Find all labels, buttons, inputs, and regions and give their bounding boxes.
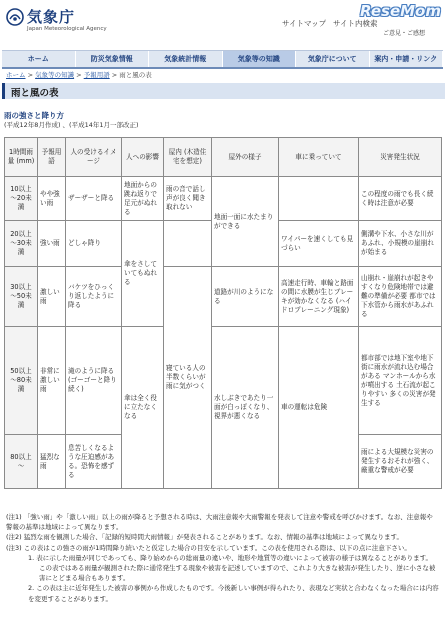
indoor-cell: 雨の音で話し声が良く聞き取れない [164,177,212,221]
effect-cell: 地面からの跳ね返りで足元がぬれる [122,177,164,221]
jma-logo-icon[interactable] [6,8,24,26]
header-outdoor: 屋外の様子 [212,138,279,177]
header-human-effect: 人への影響 [122,138,164,177]
disaster-cell: この程度の雨でも長く続く時は注意が必要 [359,177,442,221]
rainfall-cell: 30以上～50未満 [5,267,38,327]
header-impression: 人の受けるイメージ [66,138,122,177]
resemom-watermark: ReseMom [360,2,441,20]
breadcrumb-separator: > [74,71,84,79]
effect-cell: 傘は全く役に立たなくなる [122,327,164,489]
nav-guide-links[interactable]: 案内・申請・リンク [370,51,444,67]
breadcrumb-terms[interactable]: 予報用語 [83,71,110,79]
section-title: 雨の強さと降り方 [4,111,64,120]
outdoor-cell: 地面一面に水たまりができる [212,177,279,267]
car-cell [279,177,359,221]
impression-cell: どしゃ降り [66,221,122,267]
car-cell: ワイパーを速くしても見づらい [279,221,359,267]
table-row [5,177,442,221]
header-disaster: 災害発生状況 [359,138,442,177]
note-2: (注2) 猛烈な雨を観測した場合、「記録的短時間大雨情報」が発表されることがあります。なお、情報の基準は地域によって異なります。 [6,533,403,542]
term-cell: 強い雨 [38,221,66,267]
outdoor-cell: 水しぶきであたり一面が白っぽくなり、視界が悪くなる [212,327,279,489]
nav-statistics[interactable]: 気象統計情報 [149,51,223,67]
effect-cell: 傘をさしていてもぬれる [122,221,164,327]
indoor-cell: 寝ている人の半数くらいが雨に気がつく [164,267,212,489]
impression-cell: バケツをひっくり返したように降る [66,267,122,327]
note-3-point-1-detail: この表ではある雨量が観測された際に通常発生する現象や被害を記述していますので、これより大きな被害が発生したり、逆に小さな被害にとどまる場合もあります。 [39,564,436,583]
nav-disaster-info[interactable]: 防災気象情報 [76,51,150,67]
logo-subtitle: Japan Meteorological Agency [27,26,107,32]
nav-knowledge[interactable]: 気象等の知識 [223,51,297,67]
nav-home[interactable]: ホーム [2,51,76,67]
logo-text[interactable]: 気象庁 [27,8,76,26]
disaster-cell: 側溝や下水、小さな川があふれ、小規模の崖崩れが始まる [359,221,442,267]
header-rainfall: 1時間雨量 (mm) [5,138,38,177]
term-cell: 猛烈な雨 [38,435,66,489]
header-indoor: 屋内 (木造住宅を想定) [164,138,212,177]
sitemap-link[interactable]: サイトマップ [282,19,327,28]
impression-cell: 滝のように降る (ゴーゴーと降り続く) [66,327,122,435]
global-nav [2,50,443,69]
disaster-cell: 都市部では地下室や地下街に雨水が流れ込む場合がある マンホールから水が噴出する 土石流が起こりやすい 多くの災害が発生する [359,327,442,435]
term-cell: 激しい雨 [38,267,66,327]
breadcrumb-separator: > [109,71,120,79]
notes-section [6,512,439,604]
disaster-cell: 雨による大規模な災害の発生するおそれが強く、厳重な警戒が必要 [359,435,442,489]
term-cell: 非常に激しい雨 [38,327,66,435]
page-title-bar [2,83,445,99]
rainfall-cell: 10以上～20未満 [5,177,38,221]
header-in-car: 車に乗っていて [279,138,359,177]
term-cell: やや強い雨 [38,177,66,221]
table-header-row [5,138,442,177]
car-cell: 高速走行時、車輪と路面の間に水膜が生じブレーキが効かなくなる (ハイドロプレーニング現象) [279,267,359,327]
breadcrumb-separator: > [25,71,36,79]
impression-cell: 息苦しくなるような圧迫感がある。恐怖を感ずる [66,435,122,489]
breadcrumb-home[interactable]: ホーム [6,71,26,79]
nav-about[interactable]: 気象庁について [296,51,370,67]
section-subtitle: (平成12年8月作成) 、(平成14年1月一部改正) [4,121,139,129]
indoor-cell [164,221,212,267]
note-3-point-2: 2. この表は主に近年発生した被害の事例から作成したものです。今後新しい事例が得られたり、表現など実状と合わなくなった場合には内容を変更することがあります。 [28,584,439,603]
table-row [5,267,442,327]
car-cell: 車の運転は危険 [279,327,359,489]
note-1: (注1) 「強い雨」や「激しい雨」以上の雨が降ると予想される時は、大雨注意報や大雨警報を発表して注意や警戒を呼びかけます。なお、注意報や警報の基準は地域によって異なります。 [6,513,433,532]
page-title: 雨と風の表 [11,88,59,99]
site-search-link[interactable]: サイト内検索 [333,19,378,28]
rain-intensity-table [4,137,442,489]
feedback-link[interactable]: ご意見・ご感想 [383,30,426,37]
outdoor-cell: 道路が川のようになる [212,267,279,327]
breadcrumb-current: 雨と風の表 [119,71,152,79]
rainfall-cell: 50以上～80未満 [5,327,38,435]
rainfall-cell: 80以上～ [5,435,38,489]
site-header [0,0,445,44]
table-row [5,327,442,435]
breadcrumb-knowledge[interactable]: 気象等の知識 [35,71,75,79]
header-term: 予報用語 [38,138,66,177]
breadcrumb [6,70,152,79]
note-3: (注3) この表はこの強さの雨が1時間降り続いたと仮定した場合の目安を示しています。この表を使用される際は、以下の点に注意下さい。 [6,543,411,552]
note-3-point-1: 1. 表に示した雨量が同じであっても、降り始めからの総雨量の違いや、地形や地質等の違いによって被害の様子は異なることがあります。 [28,553,433,562]
rainfall-cell: 20以上～30未満 [5,221,38,267]
impression-cell: ザーザーと降る [66,177,122,221]
disaster-cell: 山崩れ・崖崩れが起きやすくなり危険地帯では避難の準備が必要 都市では下水管から雨水があふれる [359,267,442,327]
